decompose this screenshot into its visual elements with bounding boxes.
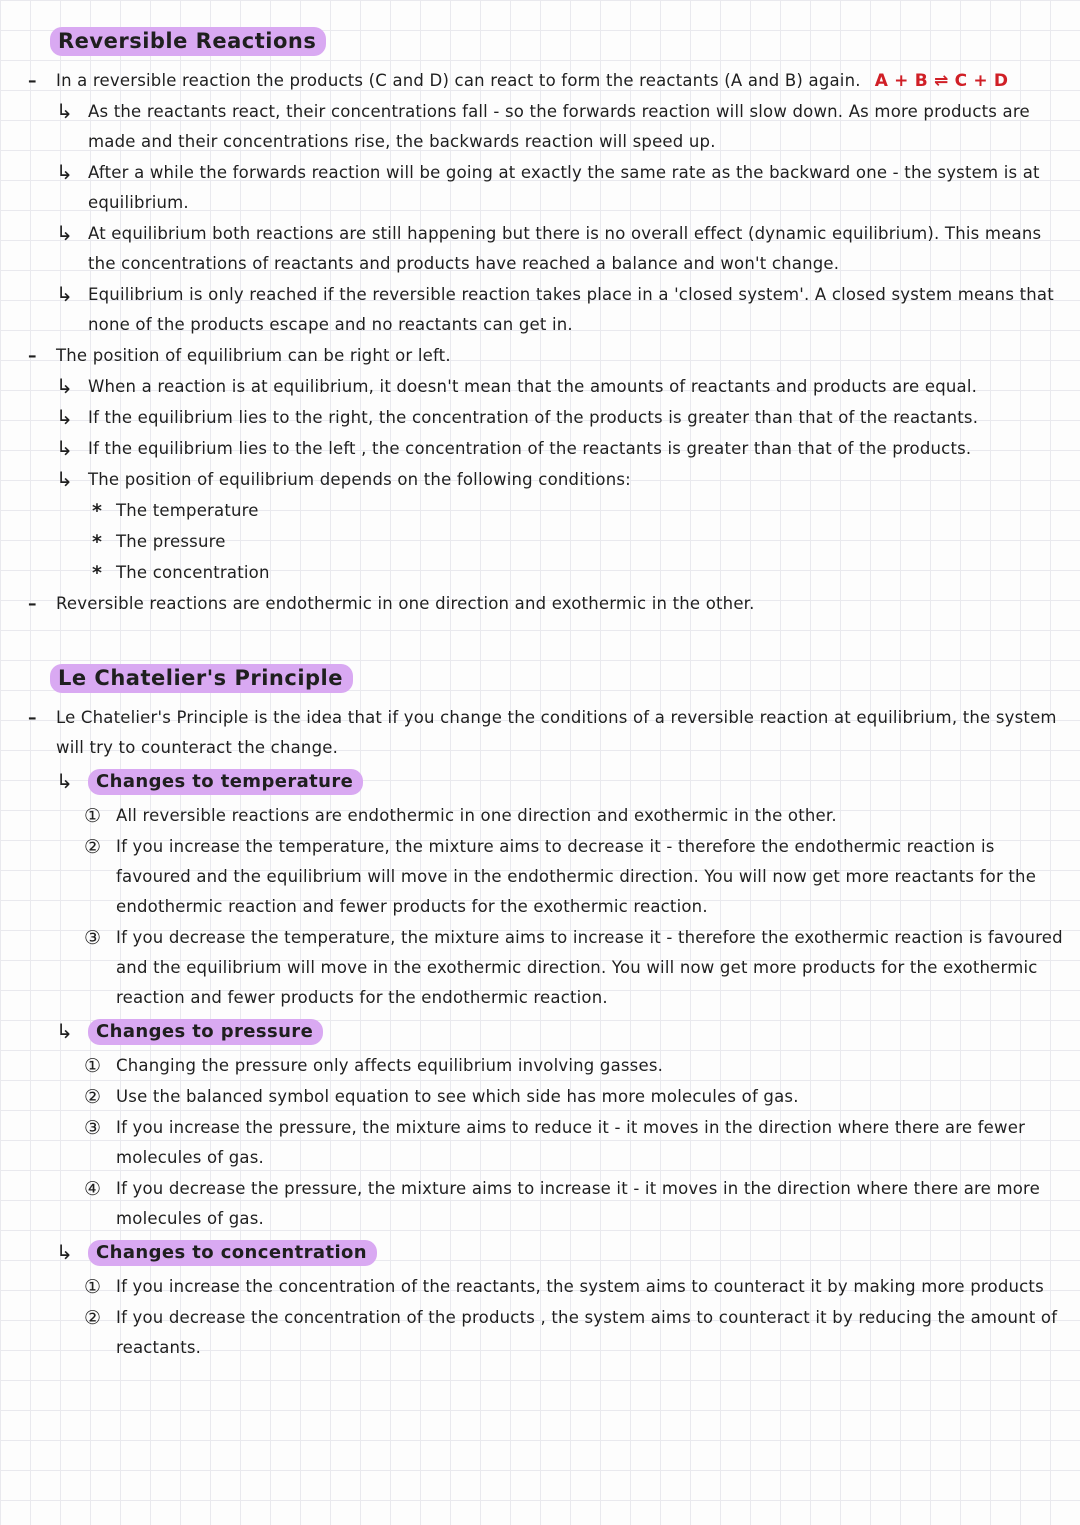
line-text: When a reaction is at equilibrium, it doesn't mean that the amounts of reactants and products are equal.: [88, 377, 978, 396]
note-line: [0, 832, 1066, 922]
arrow-bullet-icon: ↳: [56, 160, 73, 184]
note-line: [0, 1051, 1066, 1081]
line-text: In a reversible reaction the products (C and D) can react to form the reactants (A and B) again.: [56, 71, 861, 90]
note-line: [0, 1113, 1066, 1173]
arrow-bullet-icon: ↳: [56, 405, 73, 429]
dash-bullet-icon: –: [28, 594, 37, 614]
line-text: Changing the pressure only affects equilibrium involving gasses.: [116, 1056, 664, 1075]
circled-number-1-icon: ①: [84, 1055, 102, 1077]
circled-number-3-icon: ③: [84, 927, 102, 949]
line-text: The concentration: [116, 563, 270, 582]
note-line: [0, 496, 1066, 526]
note-line: [0, 1303, 1066, 1363]
section-title: Le Chatelier's Principle: [50, 664, 353, 693]
line-text: Le Chatelier's Principle is the idea that if you change the conditions of a reversible reaction at equilibrium, the system will try to counteract the change.: [56, 708, 1057, 757]
subheading-line: [0, 1017, 1066, 1047]
note-line: [0, 1174, 1066, 1234]
arrow-bullet-icon: ↳: [56, 221, 73, 245]
line-text: If you increase the pressure, the mixture aims to reduce it - it moves in the direction where there are fewer molecules of gas.: [116, 1118, 1026, 1167]
note-line: [0, 434, 1066, 464]
line-text: The position of equilibrium can be right or left.: [56, 346, 451, 365]
arrow-bullet-icon: ↳: [56, 467, 73, 491]
arrow-bullet-icon: ↳: [56, 282, 73, 306]
line-text: Use the balanced symbol equation to see which side has more molecules of gas.: [116, 1087, 799, 1106]
subheading-text: Changes to temperature: [88, 769, 363, 795]
line-text: At equilibrium both reactions are still happening but there is no overall effect (dynamic equilibrium). This means the concentrations of reactants and products have reached a balance and won't change.: [88, 224, 1042, 273]
star-bullet-icon: *: [92, 562, 103, 584]
note-line: [0, 801, 1066, 831]
line-text: Equilibrium is only reached if the reversible reaction takes place in a 'closed system'. A closed system means that none of the products escape and no reactants can get in.: [88, 285, 1054, 334]
note-line: [0, 403, 1066, 433]
note-line: [0, 280, 1066, 340]
line-text: All reversible reactions are endothermic in one direction and exothermic in the other.: [116, 806, 837, 825]
line-text: As the reactants react, their concentrations fall - so the forwards reaction will slow down. As more products are made and their concentrations rise, the backwards reaction will speed up.: [88, 102, 1030, 151]
note-line: [0, 1082, 1066, 1112]
section-title: Reversible Reactions: [50, 27, 326, 56]
line-text: If you decrease the pressure, the mixture aims to increase it - it moves in the direction where there are more molecules of gas.: [116, 1179, 1041, 1228]
section-heading: [0, 24, 1072, 60]
line-text: If you increase the temperature, the mixture aims to decrease it - therefore the endothermic reaction is favoured and the equilibrium will move in the endothermic direction. You will now get more reactants for the endothermic reaction and fewer products for the exothermic reaction.: [116, 837, 1037, 916]
note-line: [0, 589, 1066, 619]
arrow-bullet-icon: ↳: [56, 99, 73, 123]
note-line: [0, 923, 1066, 1013]
arrow-bullet-icon: ↳: [56, 1240, 73, 1264]
note-line: [0, 158, 1066, 218]
circled-number-3-icon: ③: [84, 1117, 102, 1139]
note-section: [0, 24, 1072, 619]
line-text: The position of equilibrium depends on the following conditions:: [88, 470, 631, 489]
note-line: [0, 465, 1066, 495]
dash-bullet-icon: –: [28, 346, 37, 366]
circled-number-2-icon: ②: [84, 1307, 102, 1329]
note-line: [0, 527, 1066, 557]
arrow-bullet-icon: ↳: [56, 1019, 73, 1043]
star-bullet-icon: *: [92, 531, 103, 553]
star-bullet-icon: *: [92, 500, 103, 522]
arrow-bullet-icon: ↳: [56, 374, 73, 398]
equation-annotation: A + B ⇌ C + D: [874, 71, 1009, 91]
line-text: If the equilibrium lies to the left , the concentration of the reactants is greater than that of the products.: [88, 439, 972, 458]
line-text: If you increase the concentration of the reactants, the system aims to counteract it by making more products: [116, 1277, 1044, 1296]
circled-number-4-icon: ④: [84, 1178, 102, 1200]
line-text: Reversible reactions are endothermic in one direction and exothermic in the other.: [56, 594, 755, 613]
circled-number-1-icon: ①: [84, 1276, 102, 1298]
note-line: [0, 97, 1066, 157]
line-text: If you decrease the concentration of the products , the system aims to counteract it by reducing the amount of reactants.: [116, 1308, 1058, 1357]
arrow-bullet-icon: ↳: [56, 769, 73, 793]
note-line: [0, 219, 1066, 279]
note-line: [0, 372, 1066, 402]
note-line: [0, 1272, 1066, 1302]
note-line: [0, 341, 1066, 371]
circled-number-2-icon: ②: [84, 836, 102, 858]
note-line: [0, 558, 1066, 588]
arrow-bullet-icon: ↳: [56, 436, 73, 460]
line-text: If the equilibrium lies to the right, the concentration of the products is greater than that of the reactants.: [88, 408, 979, 427]
dash-bullet-icon: –: [28, 708, 37, 728]
circled-number-2-icon: ②: [84, 1086, 102, 1108]
line-text: The temperature: [116, 501, 259, 520]
section-heading: [0, 661, 1072, 697]
note-line: [0, 703, 1066, 763]
circled-number-1-icon: ①: [84, 805, 102, 827]
subheading-line: [0, 1238, 1066, 1268]
line-text: After a while the forwards reaction will be going at exactly the same rate as the backward one - the system is at equilibrium.: [88, 163, 1040, 212]
line-text: If you decrease the temperature, the mixture aims to increase it - therefore the exothermic reaction is favoured and the equilibrium will move in the exothermic direction. You will now get more products for the exothermic reaction and fewer products for the endothermic reaction.: [116, 928, 1063, 1007]
note-line: [0, 66, 1066, 96]
subheading-text: Changes to concentration: [88, 1240, 377, 1266]
subheading-line: [0, 767, 1066, 797]
subheading-text: Changes to pressure: [88, 1019, 323, 1045]
note-section: [0, 661, 1072, 1363]
dash-bullet-icon: –: [28, 71, 37, 91]
line-text: The pressure: [116, 532, 226, 551]
